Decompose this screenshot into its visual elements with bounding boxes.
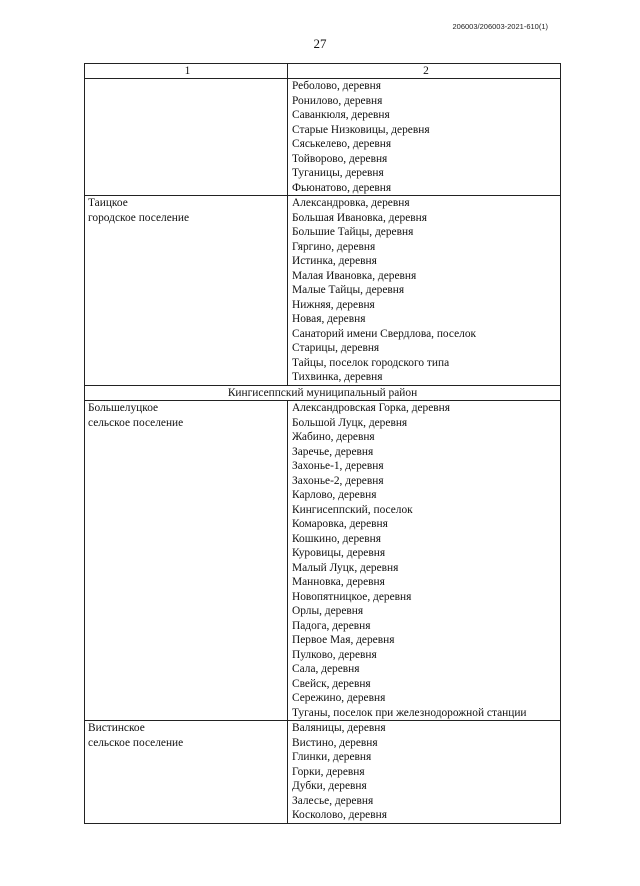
village-item: Реболово, деревня [292, 80, 381, 92]
village-item: Жабино, деревня [292, 431, 375, 443]
village-item: Александровка, деревня [292, 197, 410, 209]
village-item: Малая Ивановка, деревня [292, 269, 417, 282]
settlement-name-line: сельское поселение [88, 416, 184, 429]
settlement-row [85, 720, 560, 823]
village-item: Ронилово, деревня [292, 94, 383, 107]
village-item: Сережино, деревня [292, 692, 386, 704]
village-item: Сяськелево, деревня [292, 138, 392, 150]
village-item: Глинки, деревня [292, 751, 372, 763]
settlement-name-line: Таицкое [88, 197, 128, 209]
settlement-name-line: сельское поселение [88, 736, 184, 749]
village-item: Захонье-1, деревня [292, 460, 384, 472]
village-item: Санаторий имени Свердлова, поселок [292, 327, 477, 340]
village-item: Кингисеппский, поселок [292, 503, 413, 516]
column-header-1: 1 [85, 64, 288, 78]
village-item: Кошкино, деревня [292, 532, 381, 545]
village-item: Большой Луцк, деревня [292, 416, 408, 429]
village-item: Тайцы, поселок городского типа [292, 356, 450, 369]
table-header-row [85, 64, 560, 78]
settlement-name-line: городское поселение [88, 211, 190, 224]
settlement-name-cell [85, 196, 288, 385]
villages-cell [288, 196, 560, 385]
village-item: Александровская Горка, деревня [292, 402, 451, 414]
settlement-row [85, 195, 560, 385]
village-item: Пулково, деревня [292, 648, 377, 661]
village-item: Комаровка, деревня [292, 518, 388, 530]
village-item: Туганы, поселок при железнодорожной станции [292, 706, 527, 719]
settlements-table [84, 63, 561, 824]
village-item: Дубки, деревня [292, 780, 367, 792]
village-item: Новая, деревня [292, 313, 366, 325]
village-item: Туганицы, деревня [292, 167, 384, 179]
page-number: 27 [313, 36, 327, 51]
village-item: Малый Луцк, деревня [292, 561, 399, 574]
village-item: Фьюнатово, деревня [292, 181, 392, 194]
village-item: Саванкюля, деревня [292, 109, 390, 121]
village-item: Манновка, деревня [292, 576, 385, 588]
settlement-name-line: Вистинское [88, 722, 145, 734]
village-item: Свейск, деревня [292, 677, 371, 690]
village-item: Косколово, деревня [292, 809, 387, 821]
settlement-name-line: Большелуцкое [88, 402, 159, 414]
settlement-name-cell [85, 79, 288, 195]
villages-cell [288, 721, 560, 823]
village-item: Новопятницкое, деревня [292, 590, 412, 603]
village-item: Тихвинка, деревня [292, 371, 383, 383]
villages-cell [288, 79, 560, 195]
village-item: Захонье-2, деревня [292, 474, 384, 487]
settlement-row [85, 400, 560, 720]
village-item: Нижняя, деревня [292, 298, 375, 311]
village-item: Карлово, деревня [292, 489, 377, 501]
village-item: Малые Тайцы, деревня [292, 284, 405, 296]
village-item: Залесье, деревня [292, 794, 374, 807]
village-item: Старые Низковицы, деревня [292, 123, 430, 136]
settlement-name-cell [85, 401, 288, 720]
village-item: Большая Ивановка, деревня [292, 211, 427, 224]
settlement-name-cell [85, 721, 288, 823]
village-item: Куровицы, деревня [292, 547, 386, 559]
village-item: Первое Мая, деревня [292, 634, 395, 646]
settlement-row [85, 78, 560, 195]
village-item: Вистино, деревня [292, 736, 378, 749]
villages-cell [288, 401, 560, 720]
village-item: Старицы, деревня [292, 342, 380, 354]
village-item: Истинка, деревня [292, 255, 377, 267]
village-item: Гяргино, деревня [292, 240, 376, 253]
village-item: Сала, деревня [292, 663, 360, 675]
village-item: Орлы, деревня [292, 605, 364, 617]
village-item: Большие Тайцы, деревня [292, 226, 414, 238]
document-id: 206003/206003-2021-610(1) [452, 22, 548, 31]
district-row [85, 385, 560, 401]
village-item: Горки, деревня [292, 765, 365, 778]
village-item: Заречье, деревня [292, 445, 374, 458]
district-title: Кингисеппский муниципальный район [227, 386, 418, 399]
column-header-2: 2 [423, 65, 429, 77]
village-item: Тойворово, деревня [292, 152, 388, 165]
village-item: Валяницы, деревня [292, 722, 386, 734]
village-item: Падога, деревня [292, 619, 371, 632]
